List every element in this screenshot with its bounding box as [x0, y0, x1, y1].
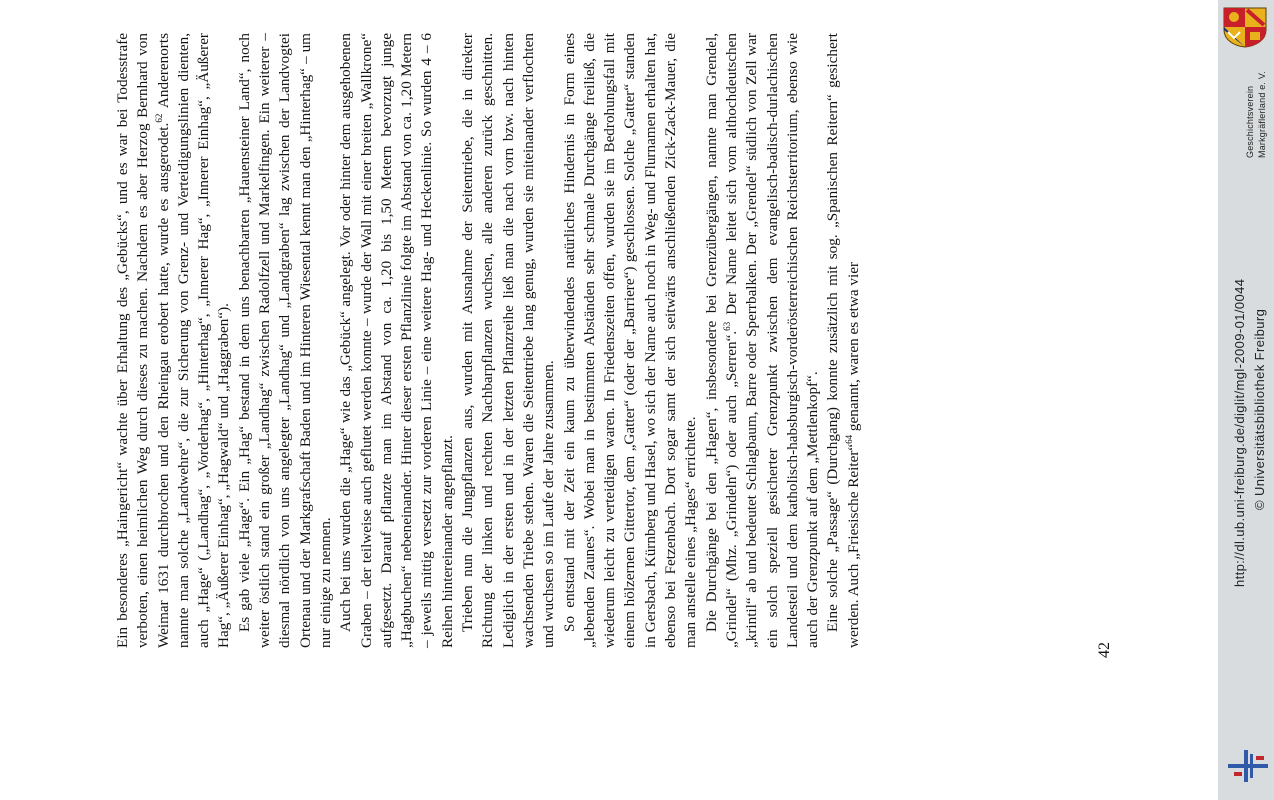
page-number: 42 — [1096, 642, 1113, 658]
verein-name-line2: Markgräflerland e. V. — [1257, 71, 1267, 158]
verein-name-line1: Geschichtsverein — [1245, 85, 1255, 158]
paragraph-7: Eine solche „Passage“ (Durchgang) konnte zusätzlich mit sog. „Spanischen Reitern“ gesichert werden. Auch „Friesische Reiter“$^{64}$ genannt, waren es etwa vier — [824, 33, 862, 648]
document-page — [113, 33, 1053, 648]
footnote-ref-63[interactable]: 63 — [721, 321, 732, 331]
footnote-ref-62[interactable]: 62 — [153, 113, 164, 123]
paragraph-6: Die Durchgänge bei den „Hagen“, insbesondere bei Grenzübergängen, nannte man Grendel, „Grindel“ (Mhz. „Grindeln“) oder auch „Serren“.$^{63}$ Der Name leitet sich vom althochdeutschen „krintil“ ab und bedeutet Schlagbaum, Barre oder Sperrbalken. Der „Grendel“ südlich von Zell war ein solch speziell gesicherter Grenzpunkt zwischen dem evangelisch-badisch-durlachischen Landesteil und dem katholisch-habsburgisch-vorderösterreichischen Reichsterritorium, ebenso wie auch der Grenzpunkt auf dem „Mettlenkopf“. — [702, 33, 822, 648]
copyright-notice: © Universitätsbibliothek Freiburg — [1252, 308, 1267, 510]
paragraph-5: So entstand mit der Zeit ein kaum zu überwindendes natürliches Hindernis in Form eines „lebenden Zaunes“. Wobei man in bestimmten Abständen sehr schmale Durchgänge freiließ, die wiederum leicht zu verteidigen waren. In Friedenszeiten offen, wurden sie im Bedrohungsfall mit einem hölzernen Gittertor, dem „Gatter“ (oder der „Barriere“) geschlossen. Solche „Gatter“ standen in Gersbach, Kürnberg und Hasel, wo sich der Name auch noch in Weg- und Flurnamen erhalten hat, ebenso bei Fetzenbach. Dort sogar samt der sich seitwärts anschließenden Zick-Zack-Mauer, die man anstelle eines „Hages“ errichtete. — [560, 33, 700, 648]
document-url[interactable]: http://dl.ub.uni-freiburg.de/diglit/mgl-2009-01/0044 — [1232, 278, 1247, 587]
coat-of-arms-icon — [1222, 6, 1268, 48]
paragraph-2: Es gab viele „Hage“. Ein „Hag“ bestand in dem uns benachbarten „Hauensteiner Land“, noch weiter östlich stand ein großer „Landhag“ zwischen Radolfzell und Markelfingen. Ein weiterer – diesmal nördlich von uns angelegter „Landhag“ und „Landgraben“ lag zwischen der Landvogtei Ortenau und der Markgrafschaft Baden und im Hinteren Wiesental kennt man den „Hinterhag“ – um nur einige zu nennen. — [235, 33, 334, 648]
footnote-ref-64[interactable]: 64 — [843, 434, 854, 444]
paragraph-3: Auch bei uns wurden die „Hage“ wie das „Gebück“ angelegt. Vor oder hinter dem ausgehobenen Graben – der teilweise auch geflutet werden konnte – wurde der Wall mit einer breiten „Wallkrone“ aufgesetzt. Darauf pflanzte man im Abstand von ca. 1,20 bis 1,50 Metern bevorzugt junge „Hagbuchen“ nebeneinander. Hinter dieser ersten Pflanzlinie folgte im Abstand von ca. 1,20 Metern – jeweils mittig versetzt zur vorderen Linie – eine weitere Hag- und Heckenlinie. So wurden 4 – 6 Reihen hintereinander angepflanzt. — [337, 33, 456, 648]
ub-freiburg-logo-icon — [1226, 748, 1270, 784]
paragraph-4: Trieben nun die Jungpflanzen aus, wurden mit Ausnahme der Seitentriebe, die in direkter Richtung der linken und rechten Nachbarpflanzen wuchsen, alle anderen zurück geschnitten. Lediglich in der ersten und in der letzten Pflanzreihe ließ man die nach vorn bzw. nach hinten wachsenden Triebe stehen. Waren die Seitentriebe lang genug, wurden sie miteinander verflochten und wuchsen so im Laufe der Jahre zusammen. — [459, 33, 558, 648]
paragraph-1: Ein besonderes „Haingericht“ wachte über Erhaltung des „Gebücks“, und es war bei Todesstrafe verboten, einen heimlichen Weg durch dieses zu machen. Nachdem es aber Herzog Bernhard von Weimar 1631 durchbrochen und den Rheingau erobert hatte, wurde es ausgerodet.$^{62}$ Anderenorts nannte man solche „Landwehre“, die zur Sicherung von Grenz- und Verteidigungslinien dienten, auch „Hage“ („Landhag“, „Vorderhag“, „Hinterhag“, „Innerer Hag“, „Innerer Einhag“, „Äußerer Hag“, „Äußerer Einhag“, „Hagwald“ und „Haggraben“). — [114, 33, 233, 648]
